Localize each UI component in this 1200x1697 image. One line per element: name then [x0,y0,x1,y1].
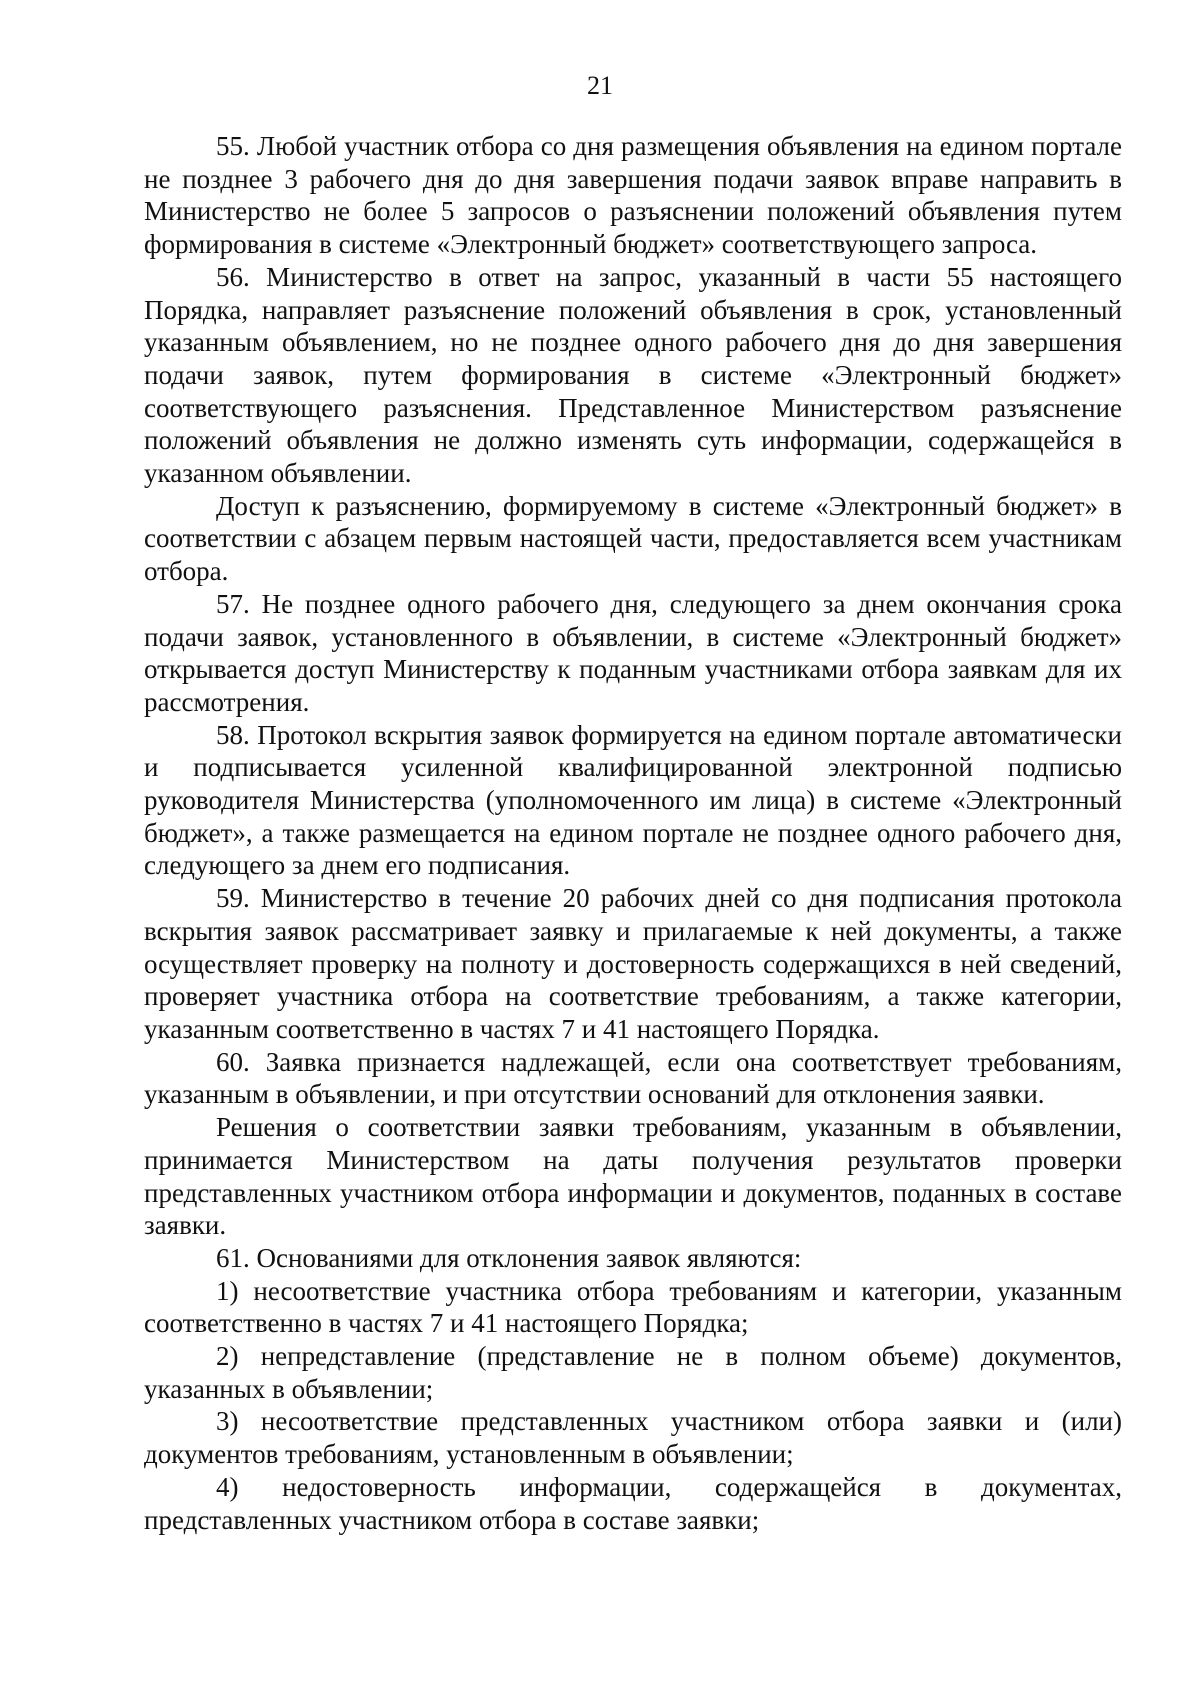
list-item-4: 4) недостоверность информации, содержащейся в документах, представленных участником отбора в составе заявки; [144,1471,1122,1535]
paragraph-56: 56. Министерство в ответ на запрос, указанный в части 55 настоящего Порядка, направляет разъяснение положений объявления в срок, установленный указанным объявлением, но не позднее одного рабочего дня до дня завершения подачи заявок, путем формирования в системе «Электронный бюджет» соответствующего разъяснения. Представленное Министерством разъяснение положений объявления не должно изменять суть информации, содержащейся в указанном объявлении. [144,261,1122,489]
paragraph-55: 55. Любой участник отбора со дня размещения объявления на едином портале не позднее 3 рабочего дня до дня завершения подачи заявок вправе направить в Министерство не более 5 запросов о разъяснении положений объявления путем формирования в системе «Электронный бюджет» соответствующего запроса. [144,131,1122,260]
paragraph-56-access: Доступ к разъяснению, формируемому в системе «Электронный бюджет» в соответствии с абзацем первым настоящей части, предоставляется всем участникам отбора. [144,490,1122,587]
paragraph-57: 57. Не позднее одного рабочего дня, следующего за днем окончания срока подачи заявок, установленного в объявлении, в системе «Электронный бюджет» открывается доступ Министерству к поданным участниками отбора заявкам для их рассмотрения. [144,588,1122,717]
paragraph-59: 59. Министерство в течение 20 рабочих дней со дня подписания протокола вскрытия заявок рассматривает заявку и прилагаемые к ней документы, а также осуществляет проверку на полноту и достоверность содержащихся в ней сведений, проверяет участника отбора на соответствие требованиям, а также категории, указанным соответственно в частях 7 и 41 настоящего Порядка. [144,883,1122,1044]
page-number: 21 [587,71,613,100]
document-body [144,130,1122,1536]
list-item-3: 3) несоответствие представленных участником отбора заявки и (или) документов требованиям, установленным в объявлении; [144,1406,1122,1470]
list-item-2: 2) непредставление (представление не в полном объеме) документов, указанных в объявлении; [144,1341,1122,1404]
paragraph-60: 60. Заявка признается надлежащей, если она соответствует требованиям, указанным в объявлении, и при отсутствии оснований для отклонения заявки. [144,1046,1122,1110]
paragraph-60-decision: Решения о соответствии заявки требованиям, указанным в объявлении, принимается Министерством на даты получения результатов проверки представленных участником отбора информации и документов, поданных в составе заявки. [144,1112,1122,1241]
paragraph-61: 61. Основаниями для отклонения заявок являются: [216,1242,802,1273]
paragraph-58: 58. Протокол вскрытия заявок формируется на едином портале автоматически и подписывается усиленной квалифицированной электронной подписью руководителя Министерства (уполномоченного им лица) в системе «Электронный бюджет», а также размещается на едином портале не позднее одного рабочего дня, следующего за днем его подписания. [144,719,1122,881]
list-item-1: 1) несоответствие участника отбора требованиям и категории, указанным соответственно в частях 7 и 41 настоящего Порядка; [144,1275,1122,1339]
